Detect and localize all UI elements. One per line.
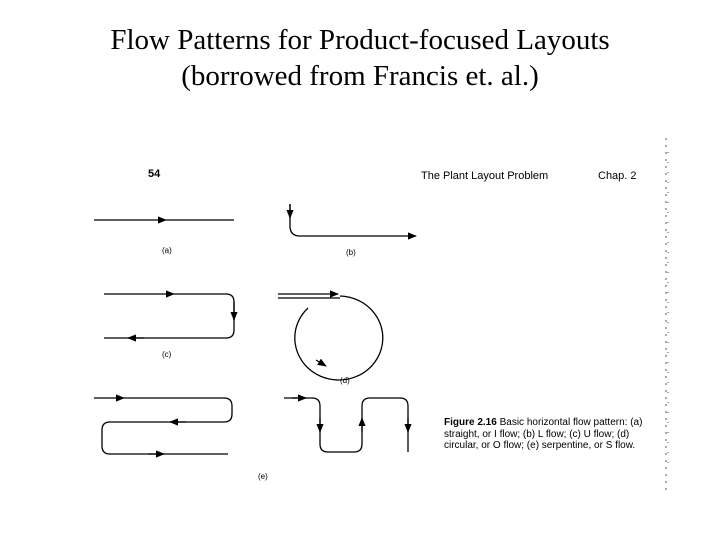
scanned-textbook-page [88, 132, 680, 496]
l-flow-diagram [290, 204, 416, 236]
slide-title-line-2: (borrowed from Francis et. al.) [181, 60, 539, 92]
label-d: (d) [340, 376, 350, 385]
u-flow-diagram [104, 294, 234, 338]
label-e: (e) [258, 472, 268, 481]
s-flow-loop-diagram [94, 398, 232, 454]
s-flow-wave-diagram [284, 398, 408, 452]
page-number: 54 [148, 168, 161, 180]
figure-caption [444, 417, 644, 452]
label-a: (a) [162, 246, 172, 255]
figure-caption-text: Basic horizontal flow pattern: (a) straight, or I flow; (b) L flow; (c) U flow; (d) circular, or O flow; (e) serpentine, or S flow. [444, 417, 643, 452]
scan-edge-speckle [666, 138, 668, 492]
figure-number: Figure 2.16 [444, 417, 497, 428]
slide-title [0, 22, 720, 94]
label-c: (c) [162, 350, 172, 359]
label-b: (b) [346, 248, 356, 257]
chapter-label: Chap. 2 [598, 170, 637, 182]
o-flow-diagram [278, 294, 383, 380]
slide-title-line-1: Flow Patterns for Product-focused Layouts [110, 24, 610, 56]
running-head: The Plant Layout Problem [421, 170, 549, 182]
